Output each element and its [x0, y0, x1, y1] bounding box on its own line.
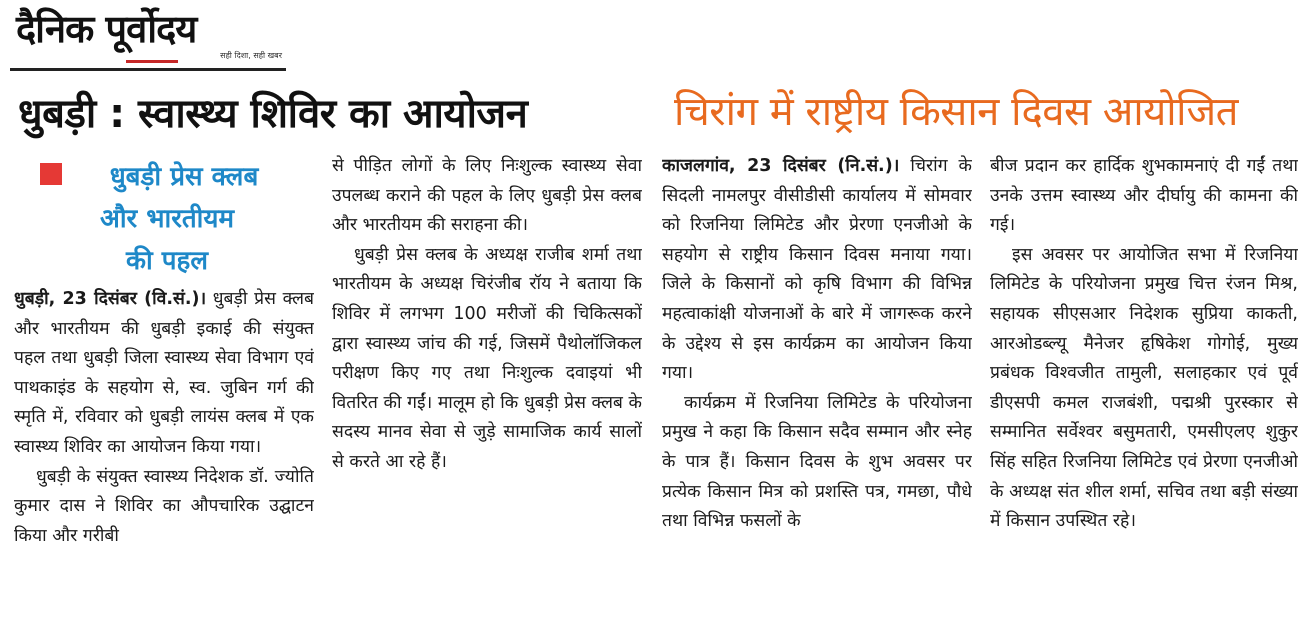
left-article-paragraph: धुबड़ी प्रेस क्लब और भारतीयम की धुबड़ी इकाई की संयुक्त पहल तथा धुबड़ी जिला स्वास्थ्य सेवा विभाग एवं पाथकाइंड के सहयोग से, स्व. जुबिन गर्ग की स्मृति में, रविवार को धुबड़ी लायंस क्लब में एक स्वास्थ्य शिविर का आयोजन किया गया।: [14, 289, 314, 457]
newspaper-tagline: सही दिशा, सही खबर: [220, 51, 282, 60]
newspaper-logo: दैनिक पूर्वोदय: [16, 6, 197, 51]
left-article-paragraph: धुबड़ी के संयुक्त स्वास्थ्य निदेशक डॉ. ज्योति कुमार दास ने शिविर का औपचारिक उद्घाटन किया और गरीबी: [14, 466, 314, 546]
right-article-paragraph: बीज प्रदान कर हार्दिक शुभकामनाएं दी गईं तथा उनके उत्तम स्वास्थ्य और दीर्घायु की कामना की गई।: [990, 156, 1298, 236]
right-article-paragraph: कार्यक्रम में रिजनिया लिमिटेड के परियोजना प्रमुख ने कहा कि किसान सदैव सम्मान और स्नेह के पात्र हैं। किसान दिवस के शुभ अवसर पर प्रत्येक किसान मित्र को प्रशस्ति पत्र, गमछा, पौधे तथा विभिन्न फसलों के: [662, 392, 972, 532]
logo-red-strip: [126, 60, 178, 63]
left-article-column-2: [332, 152, 642, 638]
left-article-paragraph: से पीड़ित लोगों के लिए निःशुल्क स्वास्थ्य सेवा उपलब्ध कराने की पहल के लिए धुबड़ी प्रेस क्लब और भारतीयम की सराहना की।: [332, 156, 642, 236]
kicker-line: की पहल: [126, 246, 208, 276]
masthead-rule: [10, 68, 286, 71]
kicker-line: धुबड़ी प्रेस क्लब: [109, 162, 259, 192]
right-article-dateline: काजलगांव, 23 दिसंबर (नि.सं.)।: [662, 156, 900, 176]
masthead: [10, 2, 288, 72]
right-article-paragraph: इस अवसर पर आयोजित सभा में रिजनिया लिमिटेड के परियोजना प्रमुख चित्त रंजन मिश्र, सहायक सीएसआर निदेशक सुप्रिया काकती, आरओडब्ल्यू मैनेजर हृषिकेश गोगोई, मुख्य प्रबंधक विश्वजीत तामुली, सलाहकार एवं पूर्व डीएसपी कमल राजबंशी, पद्मश्री पुरस्कार से सम्मानित सर्वेश्वर बसुमतारी, एमसीएलए शुकुर सिंह सहित रिजनिया लिमिटेड एवं प्रेरणा एनजीओ के अध्यक्ष संत शील शर्मा, सचिव तथा बड़ी संख्या में किसान उपस्थित रहे।: [990, 244, 1298, 532]
right-article-paragraph: चिरांग के सिदली नामलपुर वीसीडीसी कार्यालय में सोमवार को रिजनिया लिमिटेड और प्रेरणा एनजीओ के सहयोग से राष्ट्रीय किसान दिवस मनाया गया। जिले के किसानों को कृषि विभाग की विभिन्न महत्वाकांक्षी योजनाओं के बारे में जागरूक करने के उद्देश्य से इस कार्यक्रम का आयोजन किया गया।: [662, 156, 972, 384]
kicker-line: और भारतीयम: [99, 204, 235, 234]
left-article-kicker: [36, 156, 298, 282]
right-article-headline: चिरांग में राष्ट्रीय किसान दिवस आयोजित: [674, 89, 1238, 135]
right-article-column-2: [990, 152, 1298, 638]
right-article-column-1: [662, 152, 972, 638]
left-article-paragraph: धुबड़ी प्रेस क्लब के अध्यक्ष राजीब शर्मा तथा भारतीयम के अध्यक्ष चिरंजीब रॉय ने बताया कि शिविर में लगभग 100 मरीजों की चिकित्सकों द्वारा स्वास्थ्य जांच की गई, जिसमें पैथोलॉजिकल परीक्षण किए गए तथा निःशुल्क दवाइयां भी वितरित की गईं। मालूम हो कि धुबड़ी प्रेस क्लब के सदस्य मानव सेवा से जुड़े सामाजिक कार्य सालों से करते आ रहे हैं।: [332, 244, 642, 472]
left-article-dateline: धुबड़ी, 23 दिसंबर (वि.सं.)।: [14, 289, 207, 309]
left-article-headline: धुबड़ी : स्वास्थ्य शिविर का आयोजन: [18, 91, 528, 137]
left-article-column-1: [14, 285, 314, 635]
